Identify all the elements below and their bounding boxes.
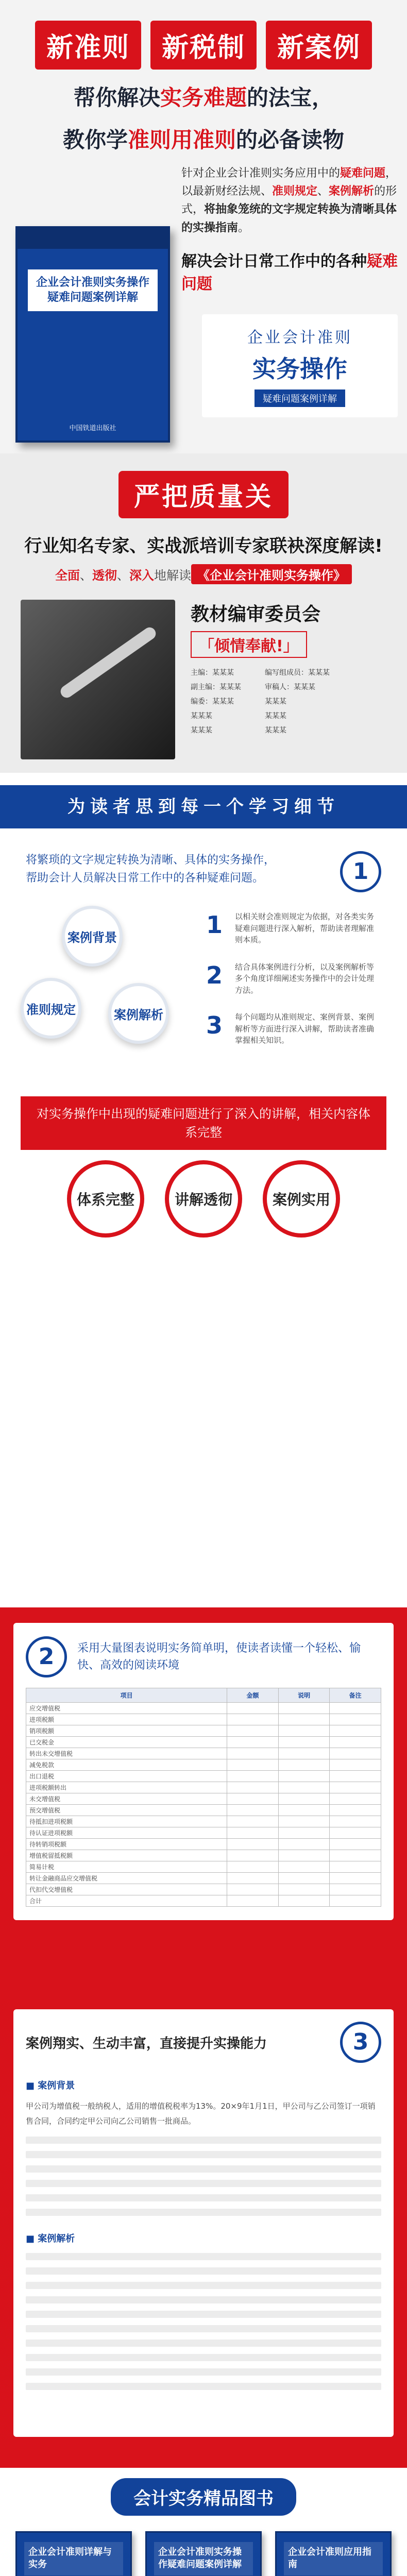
design-block-1 (15, 841, 392, 887)
table-cell: 简易计税 (26, 1861, 227, 1873)
table-cell (278, 1861, 330, 1873)
design-circles (0, 1160, 407, 1238)
table-cell: 合计 (26, 1895, 227, 1907)
table-cell (278, 1771, 330, 1782)
hero-tag: 新案例 (266, 21, 372, 70)
headline-text: 的法宝， (247, 85, 334, 110)
table-cell (227, 1714, 279, 1725)
case-label: ■ 案例解析 (26, 2233, 75, 2244)
headline-highlight: 实务难题 (160, 85, 247, 110)
table-cell (278, 1759, 330, 1771)
table-cell (330, 1782, 381, 1793)
step-number: 2 (26, 1636, 67, 1677)
sub-sep: 、 (80, 568, 92, 583)
table-cell: 减免税款 (26, 1759, 227, 1771)
table-cell: 待转销项税额 (26, 1839, 227, 1850)
editor-name: 某某某 (265, 726, 286, 735)
table-row (26, 1850, 381, 1861)
table-cell (278, 1703, 330, 1714)
table-cell (227, 1884, 279, 1895)
table-row (26, 1895, 381, 1907)
desc-highlight: 案例解析 (329, 185, 375, 198)
case-card (13, 2009, 394, 2437)
table-row (26, 1771, 381, 1782)
table-row (26, 1805, 381, 1816)
design-point (206, 1011, 376, 1046)
table-cell: 转出未交增值税 (26, 1748, 227, 1759)
book-item[interactable] (145, 2531, 262, 2576)
circle-complete-system: 体系完整 (67, 1160, 144, 1238)
table-cell (330, 1725, 381, 1737)
table-cell (330, 1771, 381, 1782)
editor-name: 编委：某某某 (191, 698, 234, 706)
table-cell (227, 1827, 279, 1839)
table-card (13, 1623, 394, 1920)
series-subtitle: 疑难问题案例详解 (255, 389, 345, 407)
design-diagram (0, 901, 407, 1086)
table-cell: 进项税额 (26, 1714, 227, 1725)
desc-text: 。 (238, 221, 250, 234)
table-row (26, 1782, 381, 1793)
editor-name: 某某某 (265, 698, 286, 706)
table-header-cell: 项目 (26, 1688, 227, 1703)
design-block-text: 将繁琐的文字规定转换为清晰、具体的实务操作，帮助会计人员解决日常工作中的各种疑难问题。 (26, 854, 276, 885)
table-cell (227, 1782, 279, 1793)
table-cell (278, 1884, 330, 1895)
book-cover-title: 企业会计准则应用指南 (284, 2542, 383, 2575)
table-row (26, 1759, 381, 1771)
books-banner: 会计实务精品图书 (111, 2478, 296, 2516)
table-cell (330, 1703, 381, 1714)
table-row (26, 1873, 381, 1884)
table-cell (278, 1827, 330, 1839)
table-cell (227, 1748, 279, 1759)
node-standard: 准则规定 (21, 978, 81, 1039)
table-cell (278, 1714, 330, 1725)
editor-name: 副主编：某某某 (191, 683, 241, 691)
sub-highlight: 深入 (129, 568, 154, 583)
case-text-lines (26, 2137, 381, 2216)
table-cell (278, 1805, 330, 1816)
desc-text: 的形式， (181, 185, 397, 216)
table-cell: 待认证进项税额 (26, 1827, 227, 1839)
point-text: 以相关财会准则规定为依据，对各类实务疑难问题进行深入解析，帮助读者理解准则本质。 (235, 912, 375, 945)
table-cell (278, 1816, 330, 1827)
table-row (26, 1861, 381, 1873)
table-cell (227, 1873, 279, 1884)
sub-highlight: 全面 (55, 568, 80, 583)
book-cover[interactable] (145, 2531, 262, 2576)
table-cell: 出口退税 (26, 1771, 227, 1782)
editor-names (191, 667, 330, 735)
table-cell: 未交增值税 (26, 1793, 227, 1805)
hero-section (0, 0, 407, 453)
table-cell: 进项税额转出 (26, 1782, 227, 1793)
table-cell: 增值税留抵税额 (26, 1850, 227, 1861)
series-box (202, 314, 398, 417)
table-cell (227, 1737, 279, 1748)
table-cell (330, 1759, 381, 1771)
pen-icon (58, 625, 158, 700)
circle-thorough: 讲解透彻 (165, 1160, 242, 1238)
circle-practical: 案例实用 (263, 1160, 340, 1238)
hero-solve-line (181, 248, 398, 294)
table-cell: 已交税金 (26, 1737, 227, 1748)
editor-title: 教材编审委员会 (191, 604, 321, 625)
point-text: 每个问题均从准则规定、案例背景、案例解析等方面进行深入讲解，帮助读者准确掌握相关知识。 (235, 1012, 375, 1045)
book-title: 企业会计准则实务操作疑难问题案例详解 (28, 269, 158, 311)
step-number: 1 (340, 851, 381, 892)
quality-headline: 行业知名专家、实战派培训专家联袂深度解读! (24, 536, 383, 556)
table-cell (330, 1805, 381, 1816)
table-row (26, 1703, 381, 1714)
headline-text: 教你学 (62, 127, 128, 152)
table-row (26, 1816, 381, 1827)
table-row (26, 1839, 381, 1850)
table-cell (278, 1782, 330, 1793)
point-number: 1 (206, 911, 223, 939)
table-row (26, 1793, 381, 1805)
table-row (26, 1725, 381, 1737)
table-row (26, 1827, 381, 1839)
quality-section (0, 453, 407, 773)
editor-name: 某某某 (191, 712, 212, 720)
book-publisher: 中国铁道出版社 (69, 425, 116, 432)
table-cell (330, 1884, 381, 1895)
table-cell (330, 1873, 381, 1884)
book-cover-title: 企业会计准则实务操作疑难问题案例详解 (154, 2542, 253, 2575)
hero-body (0, 154, 407, 443)
table-cell: 代扣代交增值税 (26, 1884, 227, 1895)
design-point (206, 911, 376, 946)
solve-highlight: 疑难问题 (181, 252, 398, 293)
table-cell: 销项税额 (26, 1725, 227, 1737)
table-cell (278, 1895, 330, 1907)
table-cell (330, 1748, 381, 1759)
table-cell (330, 1850, 381, 1861)
point-text: 结合具体案例进行分析，以及案例解析等多个角度详细阐述实务操作中的会计处理方法。 (235, 962, 375, 995)
hero-tag: 新税制 (150, 21, 257, 70)
desc-highlight: 准则规定 (272, 185, 318, 198)
desc-text: ，以最新财经法规、 (181, 167, 397, 198)
case-label: ■ 案例背景 (26, 2080, 75, 2091)
headline-text: 的必备读物 (236, 127, 345, 152)
table-cell (278, 1793, 330, 1805)
table-cell (278, 1873, 330, 1884)
editor-name: 编写组成员：某某某 (265, 669, 330, 677)
book-top-band (18, 228, 168, 249)
case-paragraph: 甲公司为增值税一般纳税人，适用的增值税税率为13%。20×9年1月1日，甲公司与乙公司签订一项销售合同，合同约定甲公司向乙公司销售一批商品。 (26, 2102, 376, 2126)
table-header-cell: 说明 (278, 1688, 330, 1703)
editor-name: 主编：某某某 (191, 669, 234, 677)
book-cover-title: 企业会计准则详解与实务 (24, 2542, 123, 2575)
hero-book-cover (15, 226, 170, 443)
desc-highlight: 疑难问题 (340, 167, 386, 180)
table-header-cell: 金额 (227, 1688, 279, 1703)
table-row (26, 1884, 381, 1895)
book-item[interactable] (15, 2531, 132, 2576)
headline-highlight: 准则用准则 (127, 127, 236, 152)
hero-headline-2 (0, 123, 407, 154)
table-cell: 应交增值税 (26, 1703, 227, 1714)
desc-bold: 将抽象笼统的文字规定转换为清晰具体的实操指南 (181, 203, 397, 234)
table-cell (227, 1703, 279, 1714)
table-cell (330, 1861, 381, 1873)
table-cell: 转让金融商品应交增值税 (26, 1873, 227, 1884)
table-cell (227, 1839, 279, 1850)
design-point (206, 961, 376, 996)
table-cell (330, 1737, 381, 1748)
table-cell (330, 1793, 381, 1805)
sub-pill: 《企业会计准则实务操作》 (191, 564, 352, 584)
table-cell (278, 1725, 330, 1737)
table-cell (278, 1737, 330, 1748)
hero-description (181, 164, 398, 237)
hero-tags (0, 0, 407, 70)
node-case-analysis: 案例解析 (108, 983, 169, 1044)
editor-name: 审稿人：某某某 (265, 683, 315, 691)
headline-text: 帮你解决 (73, 85, 160, 110)
table-cell (227, 1816, 279, 1827)
table-cell: 预交增值税 (26, 1805, 227, 1816)
table-cell (227, 1725, 279, 1737)
table-cell (278, 1850, 330, 1861)
editor-name: 某某某 (191, 726, 212, 735)
table-cell: 待抵扣进项税额 (26, 1816, 227, 1827)
quality-banner: 严把质量关 (118, 471, 289, 518)
point-number: 2 (206, 961, 223, 989)
table-cell (278, 1748, 330, 1759)
table-cell (330, 1816, 381, 1827)
sub-highlight: 透彻 (92, 568, 117, 583)
hero-tag: 新准则 (35, 21, 141, 70)
table-cell (227, 1850, 279, 1861)
table-cell (227, 1759, 279, 1771)
table-row (26, 1748, 381, 1759)
pen-image (21, 600, 175, 759)
books-section (0, 2468, 407, 2576)
case-head-text: 案例翔实、生动丰富，直接提升实操能力 (26, 2036, 267, 2052)
book-cover[interactable] (15, 2531, 132, 2576)
desc-text: 、 (317, 185, 329, 198)
desc-text: 针对企业会计准则实务应用中的 (181, 167, 341, 180)
series-top: 企业会计准则 (247, 328, 352, 347)
table-cell (330, 1839, 381, 1850)
hero-right-column (181, 164, 398, 443)
step-number: 3 (340, 2022, 381, 2063)
book-cover[interactable] (275, 2531, 392, 2576)
series-title: 实务操作 (252, 354, 347, 383)
table-cell (227, 1861, 279, 1873)
design-ribbon: 为读者思到每一个学习细节 (0, 785, 407, 828)
editor-badge: 「倾情奉献!」 (191, 631, 307, 658)
case-section (0, 2009, 407, 2468)
quality-body (21, 600, 386, 759)
book-item[interactable] (275, 2531, 392, 2576)
design-section (0, 773, 407, 1607)
design-points (206, 911, 376, 1062)
book-grid (15, 2531, 392, 2576)
quality-subline (0, 564, 407, 584)
table-header-cell: 备注 (330, 1688, 381, 1703)
table-head-text: 采用大量图表说明实务简单明，使读者读懂一个轻松、愉快、高效的阅读环境 (77, 1642, 361, 1672)
case-head (26, 2022, 381, 2063)
solve-text: 解决会计日常工作中的各种 (181, 252, 367, 270)
editor-name: 某某某 (265, 712, 286, 720)
table-head (26, 1636, 381, 1677)
table-row (26, 1714, 381, 1725)
table-cell (227, 1793, 279, 1805)
table-cell (227, 1771, 279, 1782)
table-row (26, 1737, 381, 1748)
hero-headline-1 (0, 81, 407, 112)
point-number: 3 (206, 1011, 223, 1040)
table-cell (330, 1895, 381, 1907)
design-red-banner: 对实务操作中出现的疑难问题进行了深入的讲解，相关内容体系完整 (21, 1096, 386, 1150)
node-case-background: 案例背景 (62, 906, 123, 967)
sample-table (26, 1688, 381, 1907)
table-cell (330, 1827, 381, 1839)
sub-text: 地解读 (154, 568, 191, 583)
table-cell (278, 1839, 330, 1850)
table-cell (330, 1714, 381, 1725)
case-text-lines (26, 2253, 381, 2390)
table-section (0, 1607, 407, 2009)
sub-sep: 、 (117, 568, 129, 583)
table-cell (227, 1895, 279, 1907)
editor-panel (191, 600, 330, 759)
table-cell (227, 1805, 279, 1816)
